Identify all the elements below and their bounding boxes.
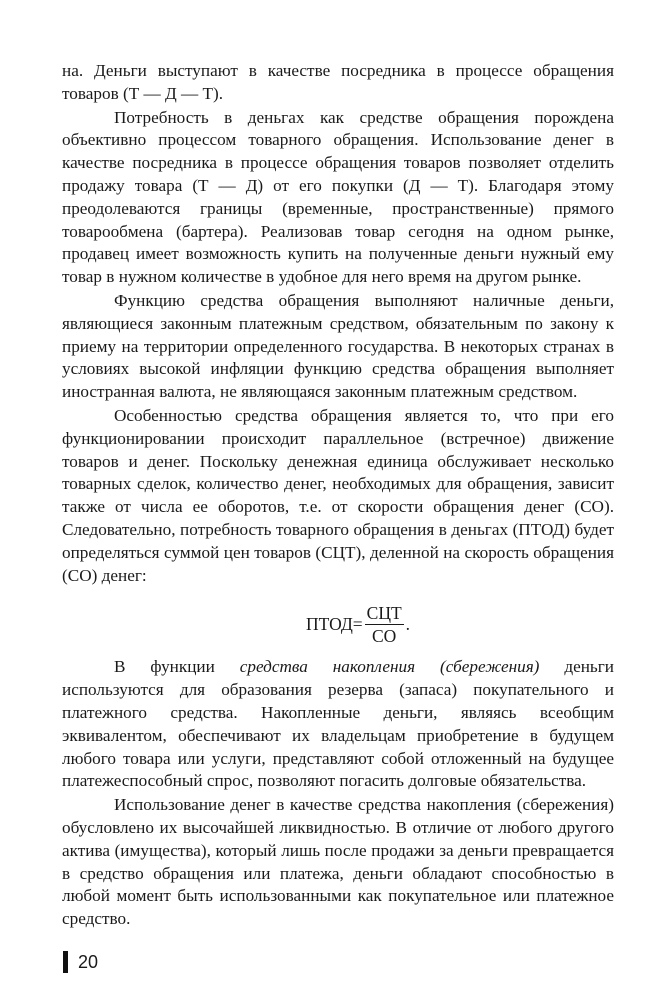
paragraph-accumulation-function [62,656,614,793]
page-number: 20 [78,952,99,972]
paragraph-circulation-feature: Особенностью средства обращения является то, что при его функционировании происходит параллельное (встречное) движение товаров и денег. Поскольку денежная единица обслуживает несколько товарных сделок, количество денег, необходимых для обращения, зависит также от числа ее оборотов, т.е. от скорости обращения денег (СО). Следовательно, потребность товарного обращения в деньгах (ПТОД) будет определяться суммой цен товаров (СЦТ), деленной на скорость обращения (СО) денег: [62,405,614,585]
formula-lhs: ПТОД [305,614,353,635]
formula-equals: = [352,614,363,635]
paragraph-accumulation-end: деньги используются для образования резерва (запаса) покупательного и платежного средства. Накопленные деньги, являясь всеобщим эквивалентом, обеспечивают их владельцам приобретение в будущем любого товара или услуги, представляют собой отложенный на будущее платежеспособный спрос, позволяют погасить долговые обязательства. [62,657,614,791]
paragraph-liquidity: Использование денег в качестве средства накопления (сбережения) обусловлено их высочайшей ликвидностью. В отличие от любого другого актива (имущества), который лишь после продажи за деньги превращается в средство обращения или платежа, деньги обладают способностью в любой момент быть использованными как покупательное или платежное средство. [62,795,614,929]
term-accumulation: средства накопления (сбережения) [239,657,540,677]
formula-numerator: СЦТ [366,603,402,624]
paragraph-need-for-money: Потребность в деньгах как средстве обращения порождена объективно процессом товарного обращения. Использование денег в качестве посредника в процессе обращения товаров позволяет отделить продажу товара (Т — Д) от его покупки (Д — Т). Благодаря этому преодолеваются границы (временные, пространственные) прямого товарообмена (бартера). Реализовав товар сегодня на одном рынке, продавец имеет возможность купить на полученные деньги нужный ему товар в нужном количестве в удобное для него время на другом рынке. [62,107,614,287]
formula-ptod [62,603,614,646]
formula-period: . [405,614,411,635]
body-text [62,60,614,931]
paragraph-cash-function: Функцию средства обращения выполняют наличные деньги, являющиеся законным платежным средством, обязательным по закону к приему на территории определенного государства. В некоторых странах в условиях высокой инфляции функцию средства обращения выполняет иностранная валюта, не являющаяся законным платежным средством. [62,290,614,402]
formula-fraction [365,603,404,646]
formula-denominator: СО [372,626,397,647]
page-marker-bar [63,951,68,973]
paragraph-continued: на. Деньги выступают в качестве посредника в процессе обращения товаров (Т — Д — Т). [62,61,614,103]
paragraph-accumulation-start: В функции [114,657,240,677]
